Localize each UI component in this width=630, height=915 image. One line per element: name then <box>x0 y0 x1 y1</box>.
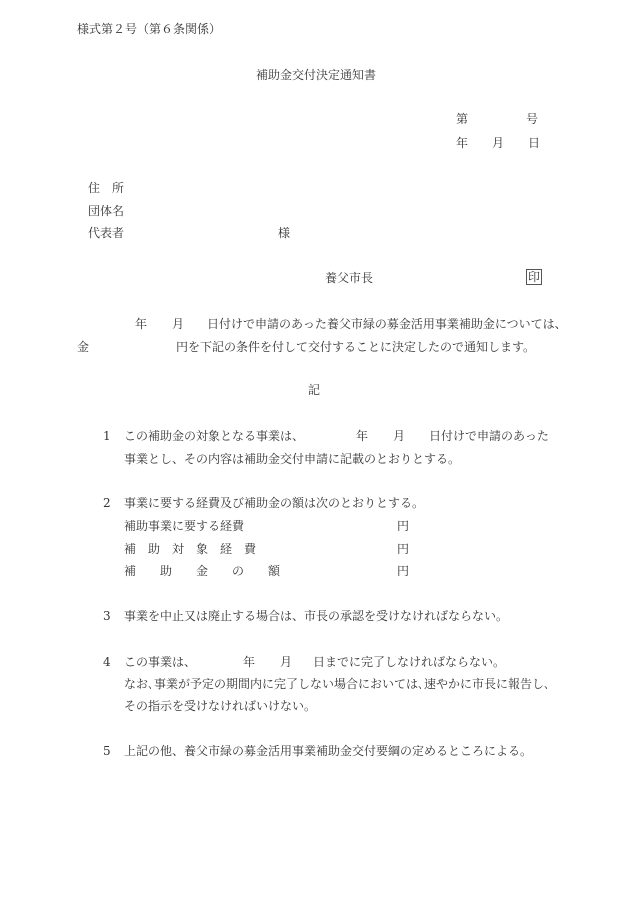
item-3-number: 3 <box>103 609 111 623</box>
item-1-number: 1 <box>103 429 111 443</box>
body-year: 年 <box>135 317 148 331</box>
item-4-year: 年 <box>243 655 256 669</box>
item-2-row-2-unit: 円 <box>397 542 410 556</box>
item-4-line1b: 日までに完了しなければならない。 <box>313 655 506 669</box>
item-2-row-3-unit: 円 <box>397 564 410 578</box>
form-number: 様式第２号（第６条関係） <box>77 22 222 36</box>
ki-heading: 記 <box>308 383 321 397</box>
item-2-number: 2 <box>103 496 111 510</box>
item-2-row-1-label: 補助事業に要する経費 <box>124 519 245 533</box>
rep-label: 代表者 <box>88 226 125 240</box>
seal-mark: 印 <box>528 270 541 284</box>
ref-dai: 第 <box>456 112 469 126</box>
item-4-line2: なお､事業が予定の期間内に完了しない場合においては､速やかに市長に報告し､ <box>124 677 551 691</box>
item-2-row-1-unit: 円 <box>397 519 410 533</box>
ref-go: 号 <box>526 112 539 126</box>
item-1-line1a: この補助金の対象となる事業は、 <box>124 429 305 443</box>
body-line1: 日付けで申請のあった養父市緑の募金活用事業補助金については、 <box>207 317 567 331</box>
item-1-line1b: 日付けで申請のあった <box>429 429 549 443</box>
date-day: 日 <box>528 136 541 150</box>
body-line2: 円を下記の条件を付して交付することに決定したので通知します。 <box>176 340 536 354</box>
item-1-year: 年 <box>356 429 369 443</box>
item-4-line3: その指示を受けなければいけない。 <box>124 699 317 713</box>
item-5-number: 5 <box>103 744 111 758</box>
item-3-line1: 事業を中止又は廃止する場合は、市長の承認を受けなければならない。 <box>124 609 509 623</box>
item-4-month: 月 <box>280 655 293 669</box>
document-title: 補助金交付決定通知書 <box>256 68 377 82</box>
date-month: 月 <box>492 136 505 150</box>
item-1-line2: 事業とし、その内容は補助金交付申請に記載のとおりとする。 <box>124 452 461 466</box>
address-label: 住 所 <box>88 181 125 195</box>
org-label: 団体名 <box>88 204 125 218</box>
issuer-name: 養父市長 <box>325 271 374 285</box>
body-month: 月 <box>172 317 185 331</box>
date-year: 年 <box>456 136 469 150</box>
honorific: 様 <box>278 226 291 240</box>
item-2-row-3-label: 補 助 金 の 額 <box>124 564 281 578</box>
item-4-number: 4 <box>103 655 111 669</box>
body-kin: 金 <box>77 340 90 354</box>
item-2-line1: 事業に要する経費及び補助金の額は次のとおりとする。 <box>124 496 425 510</box>
item-1-month: 月 <box>393 429 406 443</box>
item-2-row-2-label: 補 助 対 象 経 費 <box>124 542 257 556</box>
item-4-line1a: この事業は、 <box>124 655 197 669</box>
item-5-line1: 上記の他、養父市緑の募金活用事業補助金交付要綱の定めるところによる。 <box>124 744 533 758</box>
